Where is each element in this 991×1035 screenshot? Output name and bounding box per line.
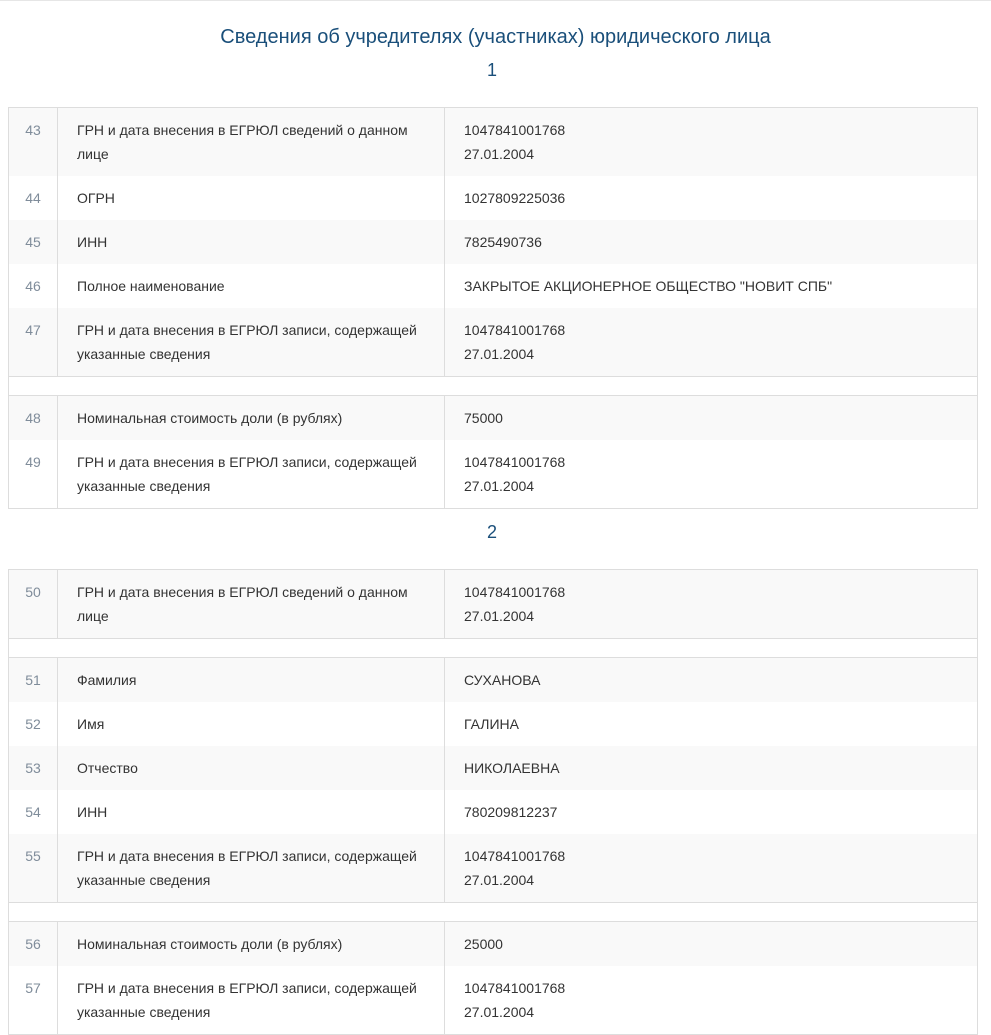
row-number: 48 — [9, 396, 58, 441]
field-label: ГРН и дата внесения в ЕГРЮЛ записи, содержащей указанные сведения — [58, 308, 445, 377]
field-value-line: 75000 — [464, 410, 503, 426]
field-value — [445, 966, 978, 1035]
field-value-line: 27.01.2004 — [464, 346, 535, 362]
founder-table-1 — [8, 107, 978, 509]
field-value-line: ЗАКРЫТОЕ АКЦИОНЕРНОЕ ОБЩЕСТВО "НОВИТ СПБ" — [464, 278, 833, 294]
field-value-line: 27.01.2004 — [464, 146, 535, 162]
field-value — [445, 834, 978, 903]
field-label: ГРН и дата внесения в ЕГРЮЛ записи, содержащей указанные сведения — [58, 834, 445, 903]
field-value-line: 27.01.2004 — [464, 608, 535, 624]
field-value-line: 1047841001768 — [464, 980, 566, 996]
field-value — [445, 570, 978, 639]
field-value — [445, 308, 978, 377]
field-value-line: 780209812237 — [464, 804, 558, 820]
field-value — [445, 176, 978, 220]
field-value-line: СУХАНОВА — [464, 672, 541, 688]
row-number: 53 — [9, 746, 58, 790]
field-label: ГРН и дата внесения в ЕГРЮЛ записи, содержащей указанные сведения — [58, 440, 445, 509]
field-value-line: 1027809225036 — [464, 190, 566, 206]
field-label: ГРН и дата внесения в ЕГРЮЛ записи, содержащей указанные сведения — [58, 966, 445, 1035]
divider-cell — [9, 377, 978, 396]
field-value — [445, 658, 978, 703]
field-value — [445, 108, 978, 177]
group-number-2: 2 — [486, 522, 497, 542]
divider-cell — [9, 639, 978, 658]
field-value-line: 25000 — [464, 936, 503, 952]
table-row — [9, 108, 978, 177]
field-value — [445, 440, 978, 509]
row-number: 55 — [9, 834, 58, 903]
field-value — [445, 220, 978, 264]
table-row — [9, 658, 978, 703]
row-number: 49 — [9, 440, 58, 509]
table-row — [9, 746, 978, 790]
field-value-line: 27.01.2004 — [464, 1004, 535, 1020]
table-row — [9, 220, 978, 264]
field-label: ГРН и дата внесения в ЕГРЮЛ сведений о данном лице — [58, 570, 445, 639]
field-value-line: 1047841001768 — [464, 848, 566, 864]
field-value-line: 1047841001768 — [464, 584, 566, 600]
field-label: ИНН — [58, 790, 445, 834]
founder-table-2 — [8, 569, 978, 1035]
divider-cell — [9, 903, 978, 922]
table-row — [9, 176, 978, 220]
field-label: Полное наименование — [58, 264, 445, 308]
table-row — [9, 702, 978, 746]
table-row — [9, 396, 978, 441]
field-value-line: 27.01.2004 — [464, 872, 535, 888]
field-value — [445, 746, 978, 790]
row-number: 56 — [9, 922, 58, 967]
field-value-line: 7825490736 — [464, 234, 542, 250]
table-row — [9, 570, 978, 639]
field-value — [445, 922, 978, 967]
field-value — [445, 702, 978, 746]
table-row — [9, 440, 978, 509]
section-title: Сведения об учредителях (участниках) юридического лица — [220, 26, 771, 48]
top-divider — [0, 0, 991, 1]
row-number: 57 — [9, 966, 58, 1035]
field-value — [445, 264, 978, 308]
field-label: Номинальная стоимость доли (в рублях) — [58, 396, 445, 441]
field-value-line: 1047841001768 — [464, 454, 566, 470]
section-divider-row — [9, 639, 978, 658]
row-number: 46 — [9, 264, 58, 308]
field-label: ОГРН — [58, 176, 445, 220]
table-row — [9, 922, 978, 967]
table-row — [9, 264, 978, 308]
row-number: 47 — [9, 308, 58, 377]
field-label: ИНН — [58, 220, 445, 264]
field-value-line: 1047841001768 — [464, 122, 566, 138]
table-row — [9, 966, 978, 1035]
field-label: Имя — [58, 702, 445, 746]
field-value-line: ГАЛИНА — [464, 716, 519, 732]
table-row — [9, 834, 978, 903]
row-number: 50 — [9, 570, 58, 639]
field-value-line: 1047841001768 — [464, 322, 566, 338]
field-value-line: НИКОЛАЕВНА — [464, 760, 560, 776]
field-value-line: 27.01.2004 — [464, 478, 535, 494]
field-label: Номинальная стоимость доли (в рублях) — [58, 922, 445, 967]
field-value — [445, 790, 978, 834]
field-label: ГРН и дата внесения в ЕГРЮЛ сведений о данном лице — [58, 108, 445, 177]
table-row — [9, 308, 978, 377]
row-number: 45 — [9, 220, 58, 264]
row-number: 44 — [9, 176, 58, 220]
section-divider-row — [9, 903, 978, 922]
row-number: 43 — [9, 108, 58, 177]
row-number: 52 — [9, 702, 58, 746]
field-label: Отчество — [58, 746, 445, 790]
section-divider-row — [9, 377, 978, 396]
row-number: 54 — [9, 790, 58, 834]
field-value — [445, 396, 978, 441]
table-row — [9, 790, 978, 834]
field-label: Фамилия — [58, 658, 445, 703]
row-number: 51 — [9, 658, 58, 703]
group-number-1: 1 — [486, 60, 497, 80]
